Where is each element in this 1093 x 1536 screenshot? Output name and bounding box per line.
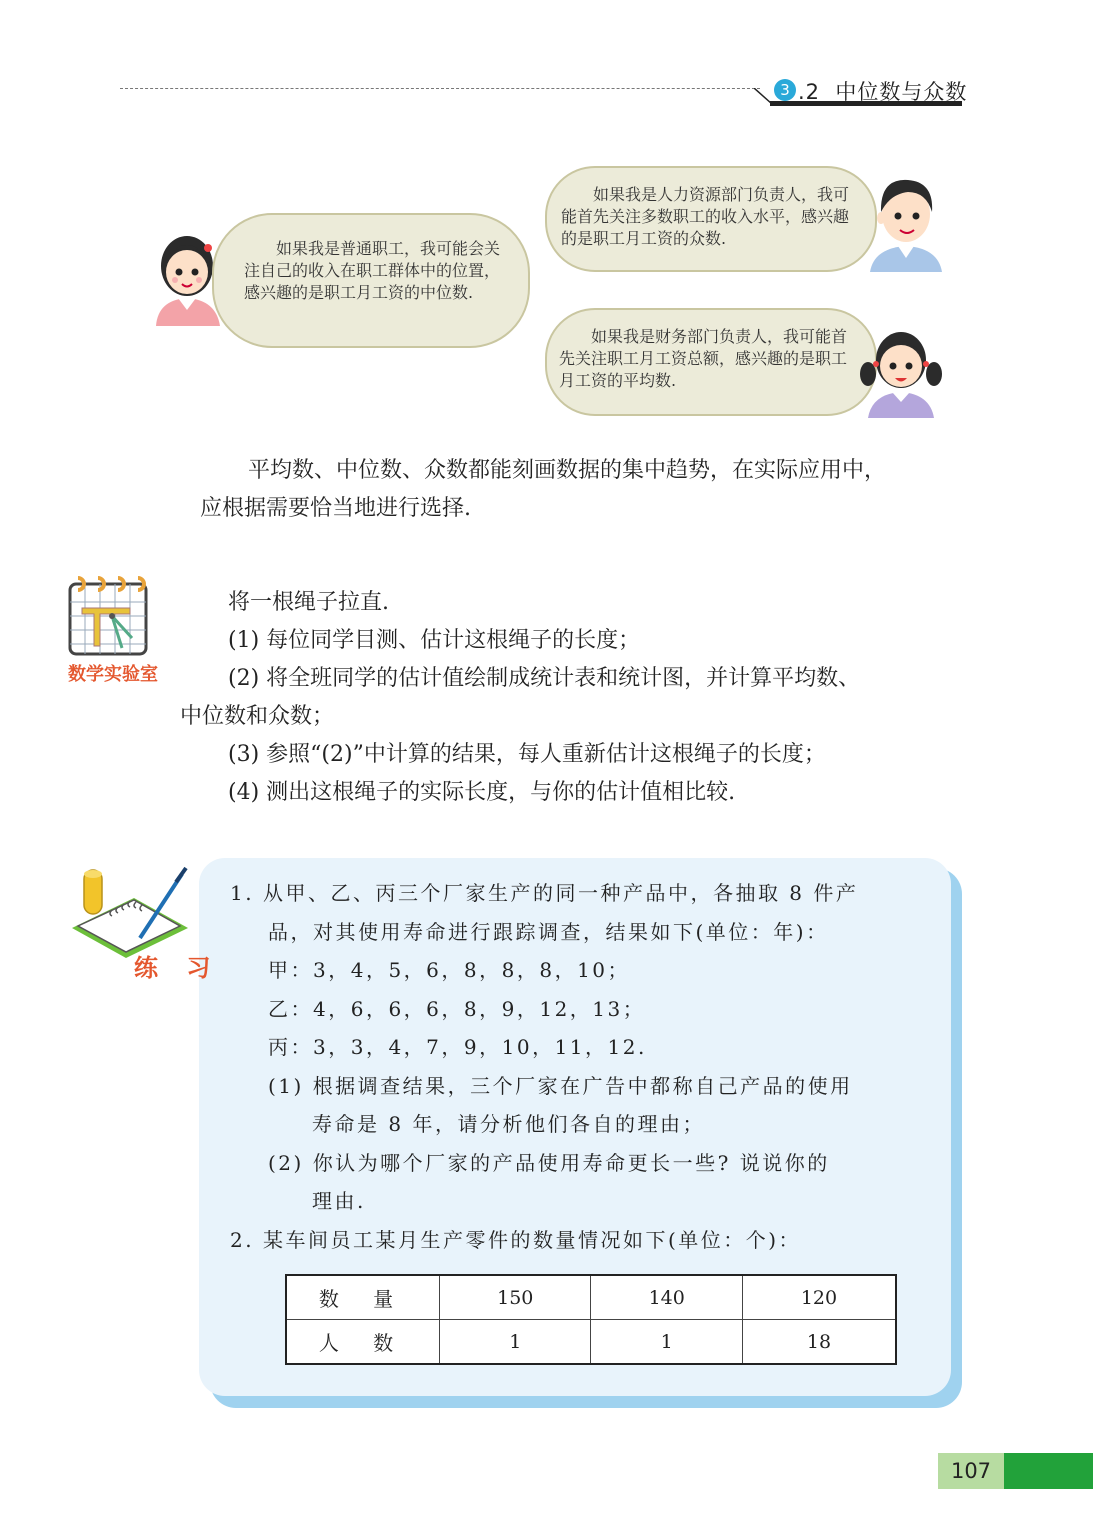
- q1-sub2-b: 理由.: [312, 1189, 366, 1213]
- bubble-hr-text: 如果我是人力资源部门负责人，我可能首先关注多数职工的收入水平，感兴趣的是职工月工资的众数.: [561, 185, 850, 248]
- lab-step-1: (1) 每位同学目测、估计这根绳子的长度；: [228, 628, 641, 653]
- section-title: .2 中位数与众数: [798, 80, 968, 104]
- table-header-quantity: 数 量: [286, 1275, 440, 1320]
- q1-sub2-a: (2) 你认为哪个厂家的产品使用寿命更长一些? 说说你的: [268, 1150, 830, 1175]
- q1-sub1-a: (1) 根据调查结果，三个厂家在广告中都称自己产品的使用: [268, 1073, 853, 1098]
- summary-paragraph: [200, 452, 980, 528]
- speech-bubble-hr: [545, 166, 877, 272]
- table-cell: 1: [591, 1320, 742, 1365]
- summary-line-1: 平均数、中位数、众数都能刻画数据的集中趋势，在实际应用中，: [248, 458, 887, 483]
- lab-step-4: (4) 测出这根绳子的实际长度，与你的估计值相比较.: [228, 780, 736, 805]
- bubble-worker-text: 如果我是普通职工，我可能会关注自己的收入在职工群体中的位置，感兴趣的是职工月工资的中位数.: [244, 239, 501, 302]
- page-number-bar: [1004, 1453, 1093, 1489]
- table-header-people: 人 数: [286, 1320, 440, 1365]
- exercise-notebook-icon: [68, 866, 192, 958]
- table-cell: 120: [742, 1275, 896, 1320]
- speech-bubble-worker: [212, 213, 530, 348]
- page-number: 107: [938, 1453, 1004, 1489]
- q1-data-jia: 甲：3，4，5，6，8，8，8，10；: [268, 958, 631, 982]
- exercise-label: 练 习: [134, 954, 221, 982]
- q1-line-a: 1. 从甲、乙、丙三个厂家生产的同一种产品中，各抽取 8 件产: [230, 881, 859, 905]
- production-table: [285, 1274, 897, 1365]
- q1-line-b: 品，对其使用寿命进行跟踪调查，结果如下(单位：年)：: [268, 919, 829, 944]
- lab-step-2b: 中位数和众数；: [180, 704, 335, 729]
- q1-sub1-b: 寿命是 8 年，请分析他们各自的理由；: [312, 1112, 705, 1136]
- table-row: [286, 1320, 896, 1365]
- q2-line: 2. 某车间员工某月生产零件的数量情况如下(单位：个)：: [230, 1227, 802, 1252]
- lab-intro: 将一根绳子拉直.: [228, 590, 389, 615]
- summary-line-2: 应根据需要恰当地进行选择.: [200, 496, 471, 521]
- q1-data-yi: 乙：4，6，6，6，8，9，12，13；: [268, 996, 646, 1021]
- table-cell: 1: [440, 1320, 591, 1365]
- header-dashed-rule: [120, 88, 760, 89]
- exercise-text: [230, 874, 930, 1259]
- table-cell: 18: [742, 1320, 896, 1365]
- q1-data-bing: 丙：3，3，4，7，9，10，11，12.: [268, 1035, 647, 1059]
- lab-step-2a: (2) 将全班同学的估计值绘制成统计表和统计图，并计算平均数、: [228, 666, 861, 691]
- table-cell: 140: [591, 1275, 742, 1320]
- table-row: [286, 1275, 896, 1320]
- section-number-badge: 3: [774, 79, 796, 101]
- speech-bubble-finance: [545, 308, 877, 416]
- math-lab-icon: [60, 572, 170, 658]
- table-cell: 150: [440, 1275, 591, 1320]
- math-lab-label: 数学实验室: [68, 664, 158, 685]
- girl-finance-illustration: [858, 318, 944, 418]
- lab-step-3: (3) 参照“(2)”中计算的结果，每人重新估计这根绳子的长度；: [228, 742, 826, 767]
- lab-instructions: [180, 584, 980, 812]
- bubble-finance-text: 如果我是财务部门负责人，我可能首先关注职工月工资总额，感兴趣的是职工月工资的平均数.: [559, 327, 848, 390]
- boy-hr-illustration: [866, 168, 946, 272]
